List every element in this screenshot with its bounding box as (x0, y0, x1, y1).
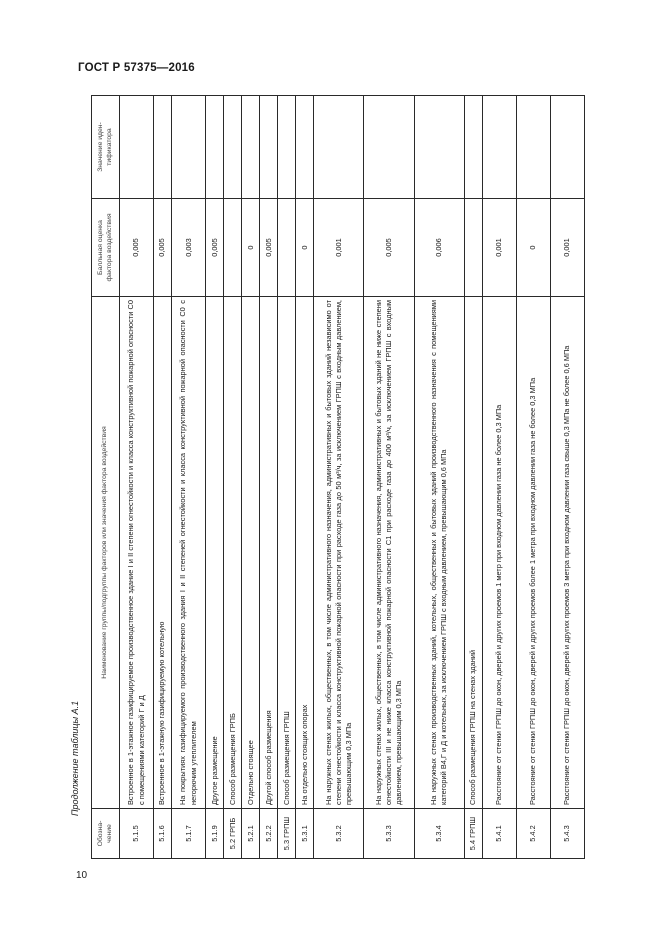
table-row (464, 96, 482, 859)
row-identifier-cell (206, 96, 224, 199)
row-score-cell: 0,005 (120, 199, 154, 297)
row-identifier-cell (172, 96, 206, 199)
row-name-cell: Расстояние от стенки ГРПШ до окон, дверей и других проемов более 1 метра при входном давлении газа не более 0,3 МПа (516, 297, 550, 809)
row-score-cell: 0,001 (314, 199, 364, 297)
row-code-cell: 5.2.2 (260, 809, 278, 859)
row-identifier-cell (550, 96, 584, 199)
table-row (516, 96, 550, 859)
row-identifier-cell (482, 96, 516, 199)
row-score-cell (278, 199, 296, 297)
table-row (260, 96, 278, 859)
table-row (364, 96, 414, 859)
table-row (224, 96, 242, 859)
row-code-cell: 5.3.3 (364, 809, 414, 859)
header-score: Балльная оценка фактора воздействия (92, 199, 120, 297)
table-caption-wrapper (69, 96, 81, 816)
row-name-cell: Способ размещения ГРПБ (224, 297, 242, 809)
row-score-cell: 0,006 (414, 199, 464, 297)
table-row (172, 96, 206, 859)
row-identifier-cell (364, 96, 414, 199)
row-name-cell: Расстояние от стенки ГРПШ до окон, дверей и других проемов 3 метра при входном давлении газа свыше 0,3 МПа не более 0,6 МПа (550, 297, 584, 809)
row-code-cell: 5.4.1 (482, 809, 516, 859)
row-score-cell (224, 199, 242, 297)
row-score-cell: 0,005 (206, 199, 224, 297)
row-code-cell: 5.1.9 (206, 809, 224, 859)
row-score-cell: 0,001 (550, 199, 584, 297)
document-code: ГОСТ Р 57375—2016 (78, 62, 195, 74)
row-code-cell: 5.4.2 (516, 809, 550, 859)
table-row (154, 96, 172, 859)
row-code-cell: 5.1.7 (172, 809, 206, 859)
rotated-table-container (91, 96, 585, 859)
row-name-cell: Другой способ размещения (260, 297, 278, 809)
row-code-cell: 5.4.3 (550, 809, 584, 859)
table-row (242, 96, 260, 859)
factors-table (91, 95, 585, 859)
row-name-cell: На наружных стенах производственных зданий, котельных, общественных и бытовых зданий производственного назначения с помещениями категорий В4,Г и Д и котельных, за исключением ГРПШ с входным давлением, превышающим 0,6 МПа (414, 297, 464, 809)
row-identifier-cell (154, 96, 172, 199)
row-identifier-cell (296, 96, 314, 199)
row-code-cell: 5.3 ГРПШ (278, 809, 296, 859)
row-identifier-cell (224, 96, 242, 199)
row-identifier-cell (120, 96, 154, 199)
row-identifier-cell (278, 96, 296, 199)
table-row (206, 96, 224, 859)
row-score-cell: 0,001 (482, 199, 516, 297)
row-score-cell: 0 (242, 199, 260, 297)
header-identifier: Значение иден- тификатора (92, 96, 120, 199)
row-code-cell: 5.1.5 (120, 809, 154, 859)
table-row (120, 96, 154, 859)
row-score-cell: 0,005 (364, 199, 414, 297)
row-identifier-cell (464, 96, 482, 199)
row-identifier-cell (242, 96, 260, 199)
table-row (482, 96, 516, 859)
table-row (414, 96, 464, 859)
row-name-cell: На отдельно стоящих опорах (296, 297, 314, 809)
header-name: Наименование группы/подгруппы факторов или значения фактора воздействия (92, 297, 120, 809)
row-name-cell: На наружных стенах жилых, общественных, в том числе административного назначения, административных и бытовых зданий не ниже степени огнестойкости III и не ниже класса конструктивной пожарной опасности С1 при расходе газа до 400 м³/ч, за исключением ГРПШ с входным давлением, превышающим 0,3 МПа (364, 297, 414, 809)
row-code-cell: 5.3.2 (314, 809, 364, 859)
row-score-cell: 0,005 (260, 199, 278, 297)
table-row (550, 96, 584, 859)
row-code-cell: 5.2.1 (242, 809, 260, 859)
row-name-cell: Способ размещения ГРПШ (278, 297, 296, 809)
row-code-cell: 5.3.1 (296, 809, 314, 859)
row-code-cell: 5.3.4 (414, 809, 464, 859)
row-code-cell: 5.1.6 (154, 809, 172, 859)
row-score-cell: 0 (296, 199, 314, 297)
table-header-row (92, 96, 120, 859)
table-body (120, 96, 585, 859)
page-number: 10 (76, 870, 88, 881)
row-identifier-cell (314, 96, 364, 199)
row-name-cell: Встроенное в 1-этажную газифицируемую котельную (154, 297, 172, 809)
table-area (91, 96, 585, 859)
row-identifier-cell (260, 96, 278, 199)
row-identifier-cell (414, 96, 464, 199)
row-score-cell: 0,005 (154, 199, 172, 297)
row-name-cell: Отдельно стоящее (242, 297, 260, 809)
row-score-cell: 0 (516, 199, 550, 297)
row-code-cell: 5.2 ГРПБ (224, 809, 242, 859)
table-caption: Продолжение таблицы А.1 (70, 700, 80, 816)
table-row (296, 96, 314, 859)
row-score-cell (464, 199, 482, 297)
header-code: Обозна- чение (92, 809, 120, 859)
row-name-cell: Расстояние от стенки ГРПШ до окон, дверей и других проемов 1 метр при входном давлении газа не более 0,3 МПа (482, 297, 516, 809)
row-name-cell: Встроенное в 1-этажное газифицируемое производственное здание I и II степени огнестойкости и класса конструктивной пожарной опасности С0 с помещениями категорий Г и Д (120, 297, 154, 809)
table-row (314, 96, 364, 859)
row-score-cell: 0,003 (172, 199, 206, 297)
table-row (278, 96, 296, 859)
row-name-cell: На покрытиях газифицируемого производственного здания I и II степеней огнестойкости и класса конструктивной пожарной опасности С0 с негорючим утеплителем (172, 297, 206, 809)
row-name-cell: Другое размещение (206, 297, 224, 809)
row-name-cell: Способ размещения ГРПШ на стенах зданий (464, 297, 482, 809)
row-name-cell: На наружных стенах жилых, общественных, в том числе административного назначения, административных и бытовых зданий независимо от степени огнестойкости и класса конструктивной пожарной опасности при расходе газа до 50 м³/ч, за исключением ГРПШ с входным давлением, превышающим 0,3 МПа (314, 297, 364, 809)
row-code-cell: 5.4 ГРПШ (464, 809, 482, 859)
row-identifier-cell (516, 96, 550, 199)
